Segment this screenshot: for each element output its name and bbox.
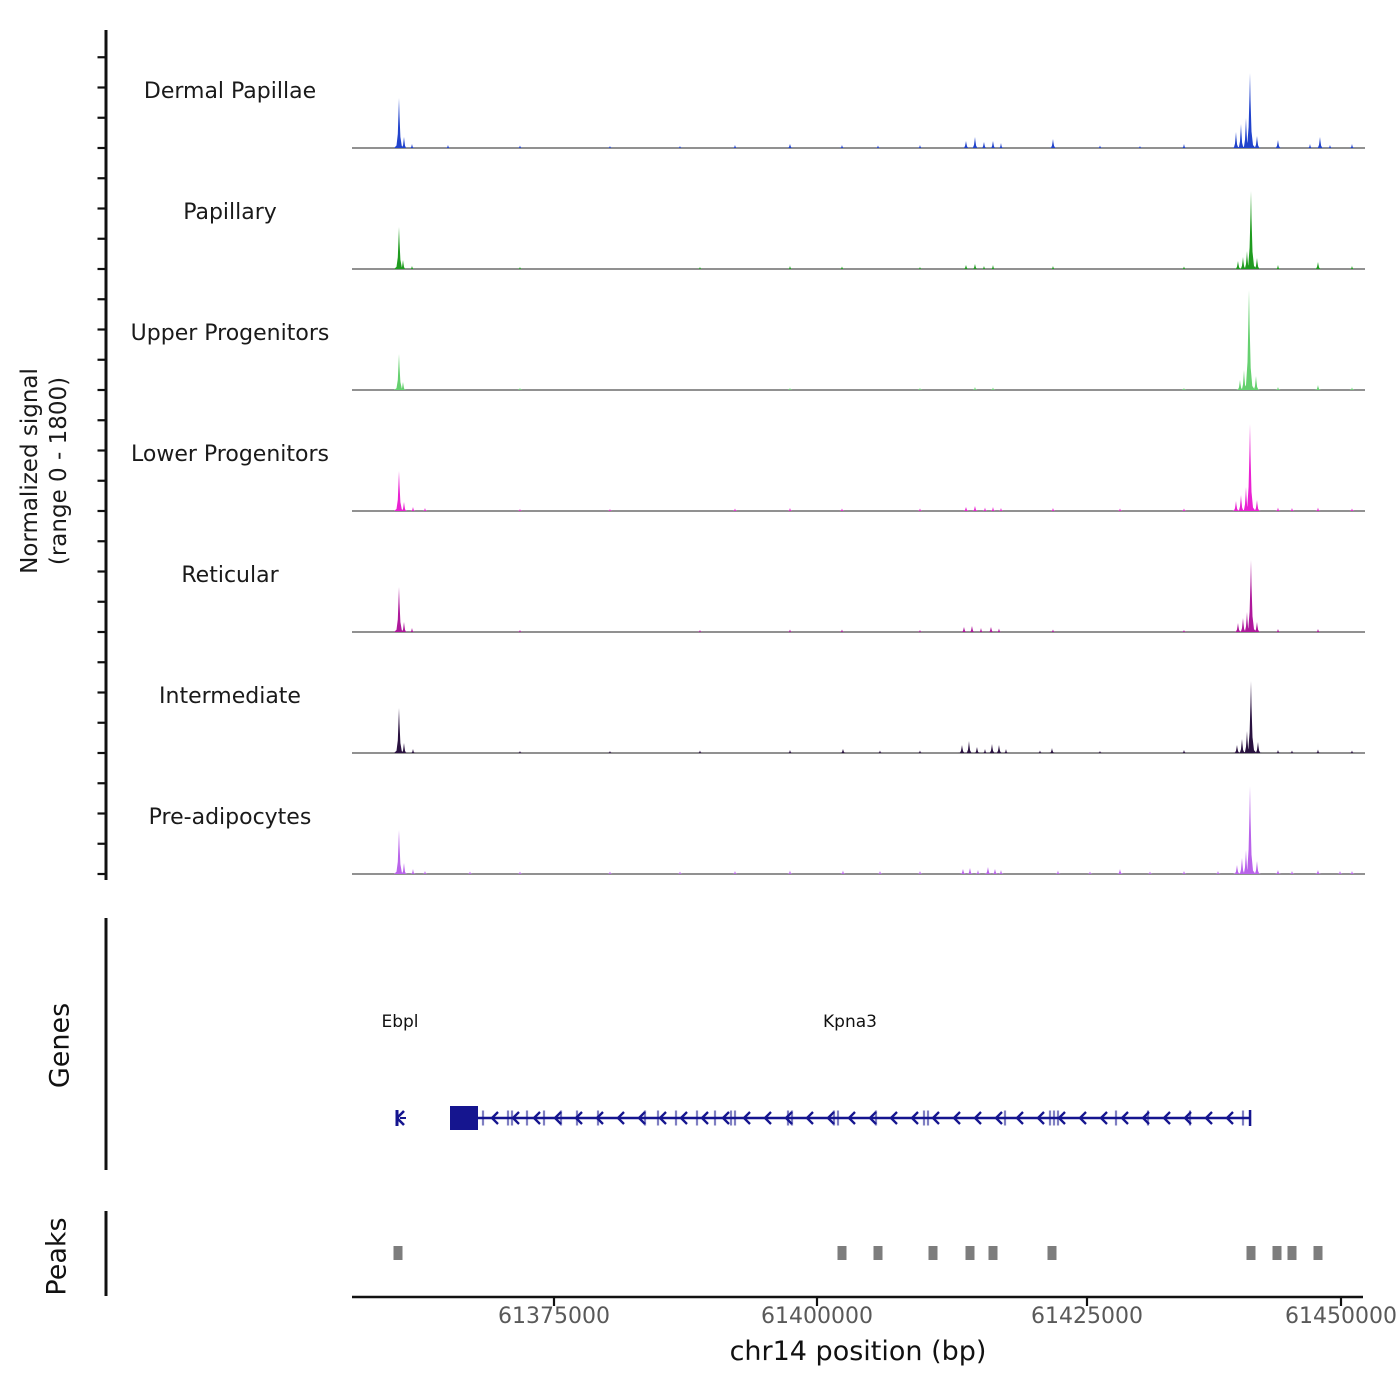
signal-peak [1232,132,1240,148]
signal-peak [1274,140,1282,148]
signal-peak [394,708,404,753]
gene-kpna3-exon-tick [714,1111,716,1126]
gene-kpna3-exon-tick [1004,1111,1006,1126]
gene-kpna3-exon-tick [730,1111,732,1126]
gene-kpna3-exon-tick [1115,1111,1117,1126]
x-tick-label-61400000: 61400000 [761,1304,873,1329]
signal-peak [1316,137,1324,148]
signal-peak [962,141,970,148]
gene-kpna3-exon-tick [696,1111,698,1126]
signal-peak [972,264,979,269]
track-label-lower-progenitors: Lower Progenitors [131,442,329,467]
track-label-intermediate: Intermediate [159,684,301,709]
signal-peak [1237,495,1245,511]
gene-kpna3-exon-tick [1053,1111,1055,1126]
peak-call-box [1273,1246,1282,1260]
gene-kpna3-exon-tick [482,1111,484,1126]
track-label-pre-adipocytes: Pre-adipocytes [148,805,312,830]
signal-peak [971,137,979,148]
x-tick-label-61450000: 61450000 [1285,1304,1397,1329]
gene-kpna3-exon-tick [734,1111,736,1126]
gene-kpna3-exon-tick [927,1111,929,1126]
signal-peak [1233,745,1241,753]
signal-peak [1253,136,1261,148]
signal-peak [1254,742,1262,753]
gene-label-ebpl: Ebpl [381,1012,419,1032]
x-axis-title: chr14 position (bp) [729,1336,987,1367]
x-tick-label-61425000: 61425000 [1031,1304,1143,1329]
gene-kpna3-exon-tick [1057,1111,1059,1126]
gene-label-kpna3: Kpna3 [823,1012,877,1032]
peak-call-box [929,1246,938,1260]
y-axis-label [16,241,74,701]
signal-peak [1314,262,1322,269]
signal-peak [1049,139,1057,148]
signal-peak [958,745,966,753]
signal-peak [1237,124,1245,148]
signal-peak [1315,385,1322,390]
signal-peak [969,626,976,632]
signal-peak [998,143,1004,148]
peak-call-box [1048,1246,1057,1260]
x-tick-label-61375000: 61375000 [498,1304,610,1329]
gene-kpna3-exon-tick [543,1111,545,1126]
signal-peak [992,869,999,874]
signal-peak [394,98,404,148]
peak-call-box [966,1246,975,1260]
gene-kpna3-exon-tick [1242,1111,1244,1126]
track-label-reticular: Reticular [181,563,279,588]
y-axis-label-line1: Normalized signal [17,368,43,574]
track-label-upper-progenitors: Upper Progenitors [130,321,330,346]
signal-peak [967,868,974,874]
gene-kpna3-exon-tick [507,1111,509,1126]
gene-kpna3-exon-tick [526,1111,528,1126]
peak-call-box [1314,1246,1323,1260]
signal-peak [984,867,992,874]
signal-peak [394,587,404,632]
signal-peak [1243,290,1255,390]
signal-peak [1234,261,1242,269]
signal-peak [394,830,404,874]
gene-kpna3-exon-tick [657,1111,659,1126]
signal-peak [974,747,981,753]
peak-call-box [1288,1246,1297,1260]
peaks-section-label: Peaks [41,1217,73,1296]
signal-peak [1049,748,1056,753]
signal-peak [988,627,995,632]
signal-peak [1117,869,1124,874]
signal-peak [961,627,968,632]
genes-section-label: Genes [44,1002,76,1089]
signal-peak [995,745,1003,753]
gene-kpna3-exon-tick [675,1111,677,1126]
peak-call-box [1247,1246,1256,1260]
y-axis-label-line2: (range 0 - 1800) [46,376,72,566]
gene-kpna3-exon-tick [1049,1111,1051,1126]
track-label-dermal-papillae: Dermal Papillae [143,79,317,104]
gene-kpna3-exon-tick [837,1111,839,1126]
signal-peak [394,471,404,511]
signal-peak [960,869,967,874]
signal-peak [1234,623,1242,632]
signal-peak [988,744,996,753]
signal-peak [990,141,997,148]
signal-peak [1253,861,1261,874]
gene-kpna3-end-bar [1249,1110,1252,1126]
signal-peak [394,354,404,390]
peak-call-box [989,1246,998,1260]
signal-peak [1233,865,1241,874]
signal-peak [1238,739,1246,753]
gene-kpna3-exon-tick [511,1111,513,1126]
signal-peak [410,869,416,874]
signal-peak [394,227,404,269]
peak-call-box [838,1246,847,1260]
signal-peak [965,741,973,753]
signal-peak [972,506,979,511]
track-label-papillary: Papillary [183,200,277,225]
gene-kpna3-exon-tick [923,1111,925,1126]
peak-call-box [394,1246,403,1260]
signal-peak [981,142,988,148]
signal-peak [1232,501,1240,511]
gene-kpna3-utr-box [450,1106,478,1130]
peak-call-box [874,1246,883,1260]
